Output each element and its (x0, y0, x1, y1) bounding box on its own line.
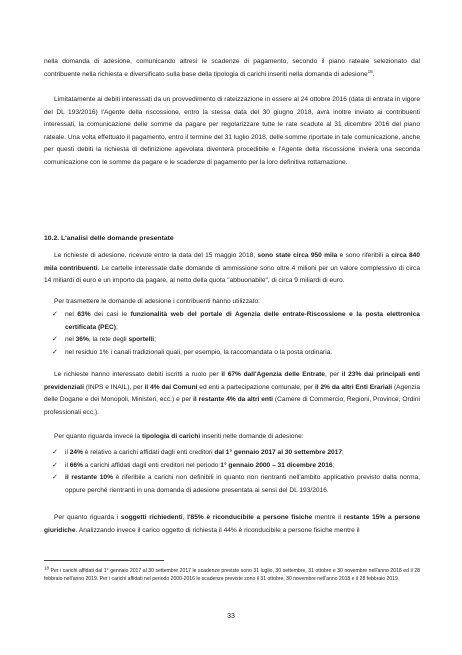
paragraph-canali-intro: Per trasmettere le domande di adesione i contribuenti hanno utilizzato: (54, 298, 260, 305)
section-heading: 10.2. L'analisi delle domande presentate (44, 235, 174, 242)
check-icon: ✓ (52, 449, 58, 456)
check-icon: ✓ (52, 348, 58, 356)
paragraph-enti: Le richieste hanno interessato debiti iscritti a ruolo per il 67% dall'Agenzia delle Entrate, per il 23% dai principali enti previdenziali (INPS e INAIL), per il 4% dai Comuni ed enti a partecipazione comunale, per il 2% da altri Enti Erariali (Agenzia delle Dogane e dei Monopoli, Ministeri, ecc.) e per il restante 4% da altri enti (Camere di Commercio, Regioni, Province, Ordini professionali ecc.). (44, 371, 421, 416)
paragraph-rateizzazione: Limitatamente ai debiti interessati da un provvedimento di rateizzazione in essere al 24 ottobre 2016 (data di entrata in vigore del DL 193/2016) l'Agente della riscossione, entro la stessa data del 30 giugno 2018, avrà inoltre inviato ai contribuenti interessati, la comunicazione delle somme da pagare per regolarizzare tutte le rate scadute al 31 dicembre 2016 del piano rateale. Una volta effettuato il pagamento, entro il termine del 31 luglio 2018, delle somme riportate in tale comunicazione, anche per questi debiti la richiesta di definizione agevolata diventerà procedibile e l'Agente della riscossione invierà una seconda comunicazione con le somme da pagare e le scadenze di pagamento per la loro definitiva rottamazione. (44, 96, 420, 166)
list-item: ✓ nel 63% dei casi le funzionalità web del portale di Agenzia delle entrate-Riscossione e la posta elettronica certificata (PEC); (52, 311, 420, 331)
list-item: ✓ il restante 10% è riferibile a carichi non definibili in quanto non rientranti nell'ambito applicativo previsto dalla norma, oppure perché rientranti in una domanda di adesione presentata ai sensi del DL 193/2016. (52, 474, 420, 494)
tipologia-list (52, 447, 420, 497)
list-item: ✓ nel residuo 1% i canali tradizionali quali, per esempio, la raccomandata o la posta ordinaria. (52, 347, 420, 360)
canali-list (52, 309, 420, 359)
check-icon: ✓ (52, 311, 58, 318)
paragraph-soggetti: Per quanto riguarda i soggetti richiedenti, l'85% è riconducibile a persone fisiche mentre il restante 15% a persone giuridiche. Analizzando invece il carico oggetto di richiesta il 44% è riconducibile a persone fisiche mentre il (44, 514, 420, 534)
list-item: ✓ nel 36%, la rete degli sportelli; (52, 334, 420, 347)
list-item: ✓ il 24% è relativo a carichi affidati dagli enti creditori dal 1° gennaio 2017 al 30 settembre 2017; (52, 447, 420, 460)
paragraph-richieste: Le richieste di adesione, ricevute entro la data del 15 maggio 2018, sono state circa 950 mila e sono riferibili a circa 840 mila contribuenti. Le cartelle interessate dalle domande di ammissione sono oltre 4 milioni per un valore complessivo di circa 14 miliardi di euro e un importo da pagare, al netto della quota "abbuonabile", di circa 9 miliardi di euro. (44, 252, 420, 285)
footnote-divider (44, 560, 164, 561)
check-icon: ✓ (52, 474, 58, 482)
paragraph-tipologia: Per quanto riguarda invece la tipologia di carichi inseriti nelle domande di adesione: (54, 433, 304, 440)
check-icon: ✓ (52, 461, 58, 469)
paragraph-continuation: nella domanda di adesione, comunicando altresì le scadenze di pagamento, secondo il piano rateale selezionato dal contribuente nella richiesta e diversificato sulla base della tipologia di carichi inseriti nella domanda di adesione$^{18}$. (44, 58, 420, 78)
check-icon: ✓ (52, 336, 58, 344)
footnote: 18 Per i carichi affidati dal 1° gennaio 2017 al 30 settembre 2017 le scadenze previste sono 31 luglio, 30 settembre, 31 ottobre e 30 novembre nell'anno 2018 ed il 28 febbraio nell'anno 2019. Per i carichi affidati nel periodo 2000-2016 le scadenze previste sono il 31 ottobre, 30 novembre nell'anno 2018 e il 28 febbraio 2019. (44, 565, 420, 583)
page-number: 33 (227, 613, 235, 620)
footnote-ref: 18 (367, 68, 373, 74)
list-item: ✓ il 66% a carichi affidati dagli enti creditori nel periodo 1° gennaio 2000 – 31 dicembre 2016; (52, 460, 420, 473)
